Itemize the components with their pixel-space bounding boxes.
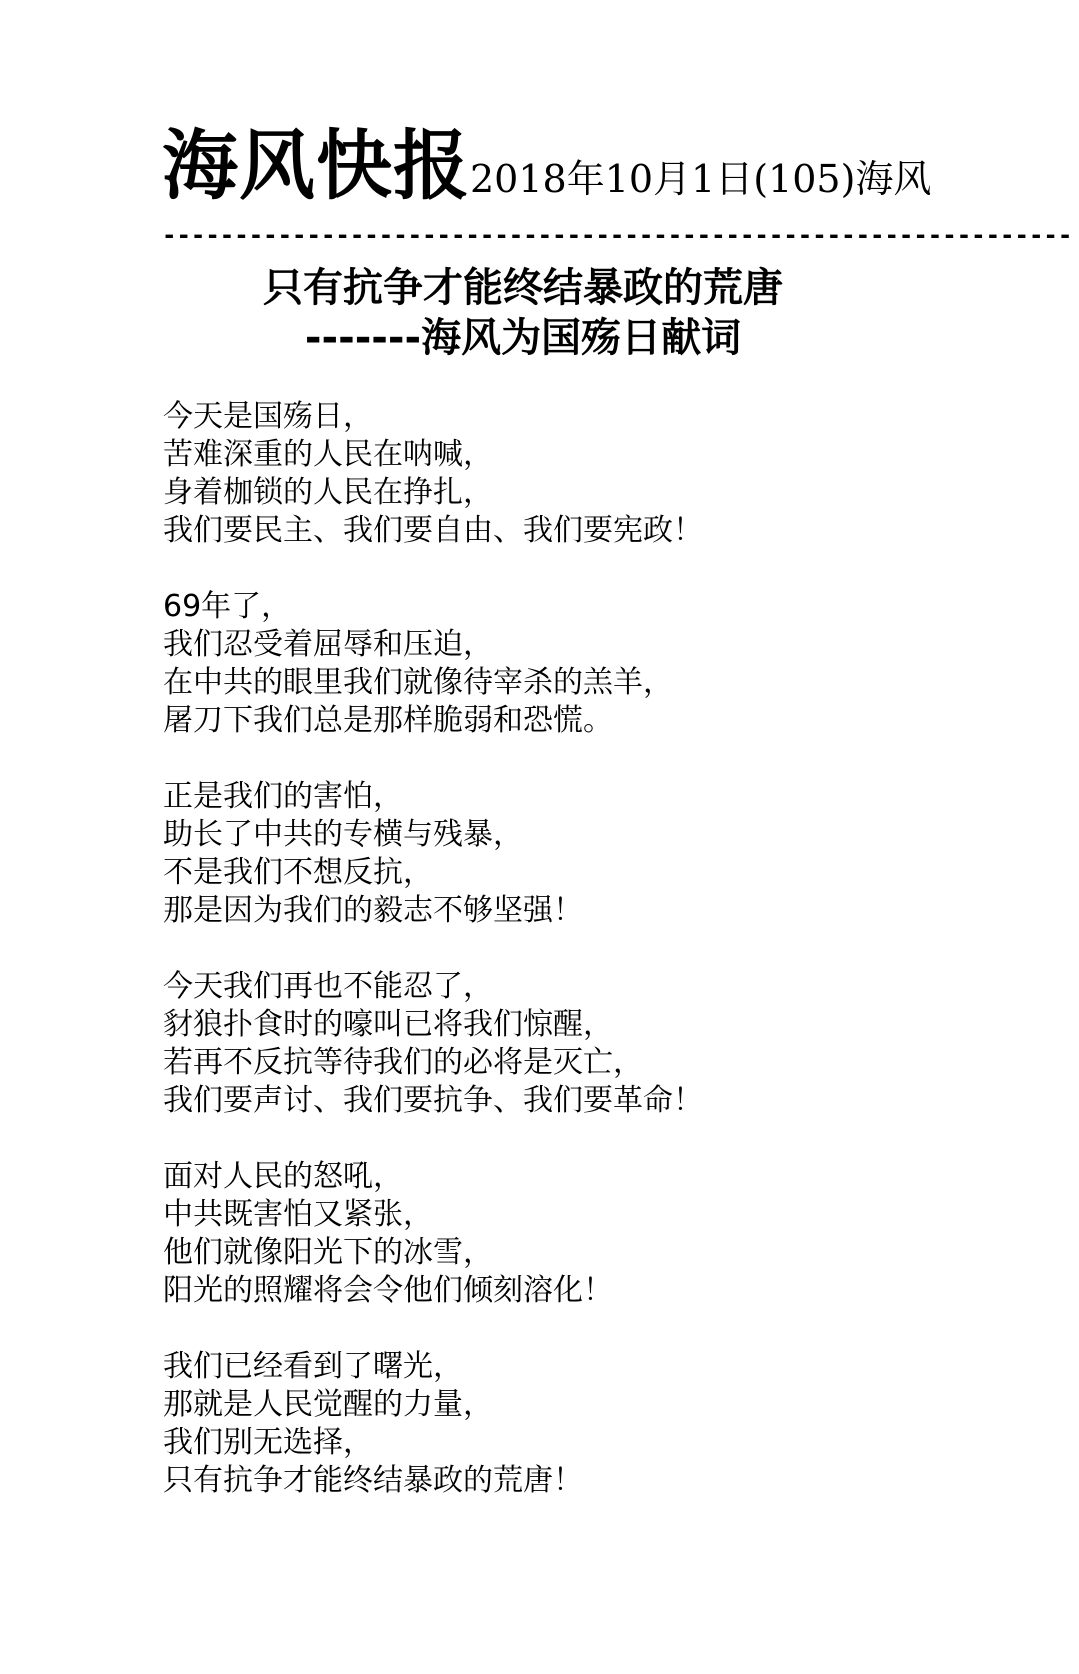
poem-body (163, 398, 963, 1538)
masthead (162, 121, 932, 210)
poem-line: 助长了中共的专横与残暴， (163, 817, 523, 852)
poem-line: 屠刀下我们总是那样脆弱和恐慌。 (163, 703, 613, 738)
stanza (163, 398, 963, 550)
poem-line: 今天是国殇日， (163, 399, 373, 434)
poem-line: 我们已经看到了曙光， (163, 1349, 463, 1384)
poem-line: 今天我们再也不能忍了， (163, 969, 493, 1004)
poem-line: 我们要声讨、我们要抗争、我们要革命！ (163, 1083, 703, 1118)
poem-line: 中共既害怕又紧张， (163, 1197, 433, 1232)
newsletter-title: 海风快报 (162, 121, 470, 210)
poem-line: 正是我们的害怕， (163, 779, 403, 814)
poem-line: 我们忍受着屈辱和压迫， (163, 627, 493, 662)
poem-line: 那是因为我们的毅志不够坚强！ (163, 893, 583, 928)
poem-line: 阳光的照耀将会令他们倾刻溶化！ (163, 1273, 613, 1308)
stanza (163, 1158, 963, 1310)
headline: 只有抗争才能终结暴政的荒唐 (263, 265, 783, 311)
poem-line: 在中共的眼里我们就像待宰杀的羔羊， (163, 665, 673, 700)
poem-line: 豺狼扑食时的嚎叫已将我们惊醒， (163, 1007, 613, 1042)
stanza (163, 968, 963, 1120)
poem-line: 他们就像阳光下的冰雪， (163, 1235, 493, 1270)
dateline: 2018年10月1日(105)海风 (470, 157, 932, 201)
dashed-divider: --------------------------------------------------------------- (162, 221, 1073, 249)
poem-line: 不是我们不想反抗， (163, 855, 433, 890)
poem-line: 身着枷锁的人民在挣扎， (163, 475, 493, 510)
poem-line: 69年了， (163, 589, 292, 624)
poem-line: 只有抗争才能终结暴政的荒唐！ (163, 1463, 583, 1498)
poem-line: 我们别无选择， (163, 1425, 373, 1460)
stanza (163, 588, 963, 740)
poem-line: 那就是人民觉醒的力量， (163, 1387, 493, 1422)
poem-line: 我们要民主、我们要自由、我们要宪政！ (163, 513, 703, 548)
subheadline: -------海风为国殇日献词 (304, 315, 742, 361)
poem-line: 若再不反抗等待我们的必将是灭亡， (163, 1045, 643, 1080)
poem-line: 面对人民的怒吼， (163, 1159, 403, 1194)
poem-line: 苦难深重的人民在呐喊， (163, 437, 493, 472)
stanza (163, 1348, 963, 1500)
stanza (163, 778, 963, 930)
